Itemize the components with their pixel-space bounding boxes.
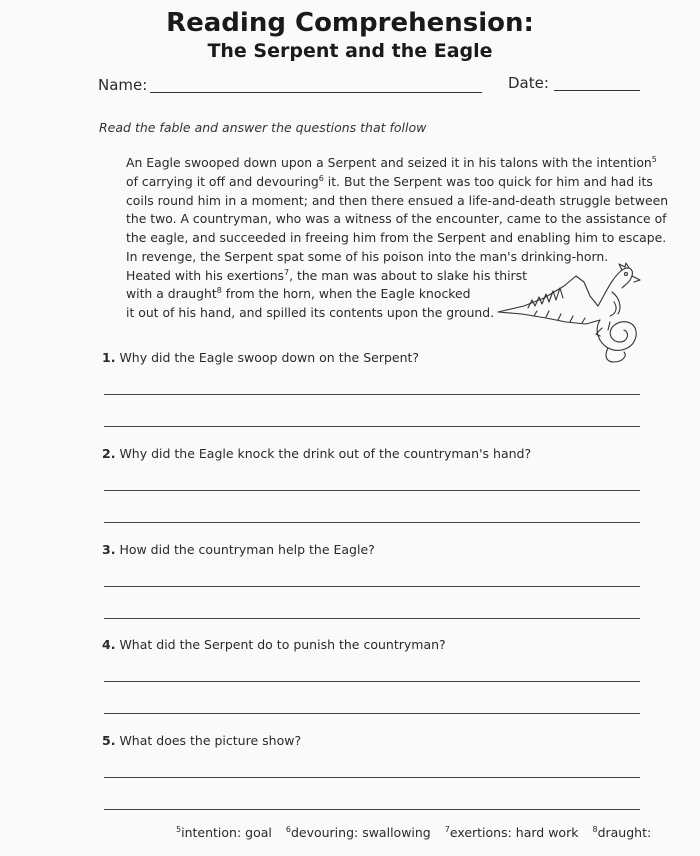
eagle-and-serpent-illustration <box>494 262 644 366</box>
answer-line[interactable] <box>104 809 640 810</box>
fable-line <box>126 304 494 322</box>
fable-text: coils round him in a moment; and then there ensued a life-and-death struggle between <box>126 192 669 208</box>
footnote-text: intention: goal <box>181 825 272 840</box>
question-1 <box>102 350 419 365</box>
question-text: How did the countryman help the Eagle? <box>119 542 375 557</box>
question-4 <box>102 637 446 652</box>
worksheet-title: Reading Comprehension: <box>166 8 534 38</box>
footnote-number: 6 <box>285 824 291 834</box>
footnote-marker: 5 <box>651 154 657 164</box>
question-2 <box>102 446 531 461</box>
footnote-marker: 8 <box>216 286 222 296</box>
footnote-item <box>176 825 272 840</box>
fable-text: from the horn, when the Eagle knocked <box>221 286 471 302</box>
question-number: 4. <box>102 637 116 652</box>
question-5 <box>102 733 301 748</box>
fable-text: In revenge, the Serpent spat some of his poison into the man's drinking-horn. <box>126 248 609 264</box>
fable-line <box>126 285 470 303</box>
footnote-marker: 7 <box>284 267 290 277</box>
fable-line <box>126 210 667 228</box>
fable-text: of carrying it off and devouring <box>126 173 319 189</box>
question-number: 5. <box>102 733 116 748</box>
worksheet-subtitle: The Serpent and the Eagle <box>207 40 493 62</box>
question-text: Why did the Eagle swoop down on the Serpent? <box>119 350 420 365</box>
fable-line <box>126 229 666 247</box>
fable-text: , the man was about to slake his thirst <box>289 267 527 283</box>
instructions-text: Read the fable and answer the questions that follow <box>99 120 427 135</box>
footnote-text: exertions: hard work <box>449 825 579 840</box>
footnote-marker: 6 <box>318 173 324 183</box>
footnote-item <box>445 825 579 840</box>
answer-line[interactable] <box>104 522 640 523</box>
footnote-number: 7 <box>444 824 450 834</box>
question-text: What does the picture show? <box>119 733 302 748</box>
footnote-text: devouring: swallowing <box>290 825 431 840</box>
footnote-text: draught: <box>597 825 652 840</box>
answer-line[interactable] <box>104 713 640 714</box>
answer-line[interactable] <box>104 681 640 682</box>
footnote-item <box>592 825 651 840</box>
question-number: 3. <box>102 542 116 557</box>
name-answer-line[interactable] <box>150 92 482 93</box>
fable-line <box>126 192 668 210</box>
question-3 <box>102 542 375 557</box>
question-text: Why did the Eagle knock the drink out of the countryman's hand? <box>119 446 532 461</box>
fable-text: the eagle, and succeeded in freeing him from the Serpent and enabling him to escape. <box>126 230 667 245</box>
fable-line <box>126 267 527 285</box>
answer-line[interactable] <box>104 490 640 491</box>
footnotes <box>176 825 665 840</box>
fable-text: it out of his hand, and spilled its contents upon the ground. <box>126 305 495 320</box>
answer-line[interactable] <box>104 426 640 427</box>
footnote-number: 5 <box>176 824 182 834</box>
fable-text: the two. A countryman, who was a witness of the encounter, came to the assistance of <box>126 211 667 227</box>
name-label: Name: <box>98 76 148 94</box>
answer-line[interactable] <box>104 618 640 619</box>
question-text: What did the Serpent do to punish the countryman? <box>119 637 446 652</box>
answer-line[interactable] <box>104 586 640 587</box>
fable-text: An Eagle swooped down upon a Serpent and seized it in his talons with the intention <box>126 155 652 170</box>
answer-line[interactable] <box>104 777 640 778</box>
fable-line <box>126 173 653 191</box>
date-label: Date: <box>508 74 549 92</box>
fable-text: it. But the Serpent was too quick for him and had its <box>323 173 653 189</box>
footnote-number: 8 <box>592 824 598 834</box>
footnote-item <box>286 825 431 840</box>
question-number: 2. <box>102 446 116 461</box>
fable-line <box>126 154 657 172</box>
answer-line[interactable] <box>104 394 640 395</box>
fable-text: Heated with his exertions <box>126 267 284 283</box>
fable-text: with a draught <box>126 286 217 302</box>
question-number: 1. <box>102 350 116 365</box>
date-answer-line[interactable] <box>554 90 640 91</box>
